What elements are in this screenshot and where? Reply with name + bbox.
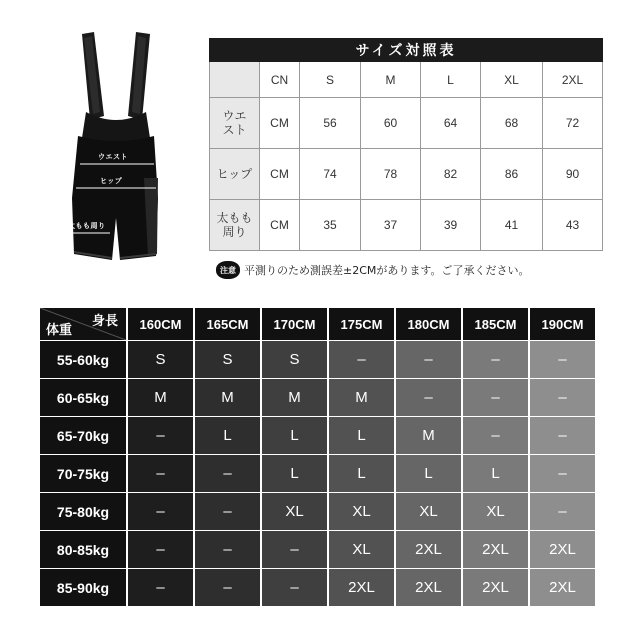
weight-label: 65-70kg: [40, 417, 126, 454]
note-text: 平測りのため測誤差±2CMがあります。ご了承ください。: [244, 264, 530, 277]
unit-cell: CM: [260, 98, 300, 149]
size-cell: XL: [396, 493, 461, 530]
weight-label: 60-65kg: [40, 379, 126, 416]
fit-table-header-row: [40, 308, 595, 340]
size-cell: –: [262, 531, 327, 568]
size-chart-header-row: [210, 62, 603, 98]
size-cell: –: [463, 379, 528, 416]
thigh-label: 太もも周り: [68, 222, 106, 230]
height-header: 170CM: [262, 308, 327, 340]
row-label-line: スト: [222, 123, 247, 137]
waist-label: ウエスト: [98, 153, 128, 161]
height-heading: 身長: [91, 314, 118, 329]
fit-table-row: [40, 379, 595, 416]
fit-table-row: [40, 569, 595, 606]
row-label-line: ウエ: [222, 109, 247, 123]
value-cell: 86: [481, 149, 543, 200]
size-cell: –: [195, 493, 260, 530]
size-cell: –: [128, 455, 193, 492]
size-cell: –: [530, 379, 595, 416]
size-cell: –: [128, 531, 193, 568]
size-cell: L: [463, 455, 528, 492]
weight-label: 80-85kg: [40, 531, 126, 568]
row-label-hip: ヒップ: [210, 149, 260, 200]
size-cell: –: [262, 569, 327, 606]
fit-table-row: [40, 417, 595, 454]
size-cell: M: [128, 379, 193, 416]
product-image-bib-shorts: [60, 28, 170, 268]
unit-cell: CM: [260, 200, 300, 251]
column-header: CN: [260, 62, 300, 98]
row-label-line: 太もも: [216, 211, 253, 225]
weight-label: 85-90kg: [40, 569, 126, 606]
size-cell: –: [195, 531, 260, 568]
weight-heading: 体重: [46, 323, 73, 338]
size-cell: XL: [329, 493, 394, 530]
row-label-line: 周り: [222, 225, 247, 239]
height-header: 185CM: [463, 308, 528, 340]
fit-table-corner: [40, 308, 126, 340]
value-cell: 37: [361, 200, 421, 251]
row-label-waist: [210, 98, 260, 149]
fit-table-row: [40, 455, 595, 492]
size-cell: 2XL: [329, 569, 394, 606]
height-header: 165CM: [195, 308, 260, 340]
hip-label: ヒップ: [100, 177, 123, 185]
size-cell: –: [195, 455, 260, 492]
size-cell: 2XL: [396, 531, 461, 568]
size-chart-row-thigh: [210, 200, 603, 251]
height-header: 175CM: [329, 308, 394, 340]
size-cell: –: [396, 379, 461, 416]
row-label-thigh: [210, 200, 260, 251]
size-cell: 2XL: [463, 569, 528, 606]
size-cell: M: [329, 379, 394, 416]
value-cell: 56: [300, 98, 361, 149]
size-cell: 2XL: [396, 569, 461, 606]
value-cell: 41: [481, 200, 543, 251]
size-cell: M: [195, 379, 260, 416]
size-cell: XL: [463, 493, 528, 530]
bib-shorts-illustration: [60, 28, 170, 268]
size-cell: –: [463, 417, 528, 454]
size-cell: –: [128, 569, 193, 606]
size-cell: XL: [262, 493, 327, 530]
size-cell: 2XL: [530, 569, 595, 606]
size-cell: –: [530, 417, 595, 454]
fit-table-row: [40, 493, 595, 530]
size-cell: S: [128, 341, 193, 378]
size-cell: –: [530, 341, 595, 378]
size-cell: L: [262, 417, 327, 454]
size-cell: M: [262, 379, 327, 416]
size-cell: L: [329, 417, 394, 454]
height-header: 190CM: [530, 308, 595, 340]
column-header: S: [300, 62, 361, 98]
column-header: XL: [481, 62, 543, 98]
value-cell: 35: [300, 200, 361, 251]
size-cell: L: [195, 417, 260, 454]
unit-cell: CM: [260, 149, 300, 200]
size-cell: –: [128, 417, 193, 454]
size-chart-table: [209, 38, 603, 251]
column-header: L: [421, 62, 481, 98]
column-header: M: [361, 62, 421, 98]
fit-table-row: [40, 531, 595, 568]
size-cell: –: [128, 493, 193, 530]
value-cell: 78: [361, 149, 421, 200]
value-cell: 64: [421, 98, 481, 149]
value-cell: 60: [361, 98, 421, 149]
size-cell: M: [396, 417, 461, 454]
height-weight-fit-table: [38, 307, 597, 607]
value-cell: 39: [421, 200, 481, 251]
size-cell: L: [396, 455, 461, 492]
value-cell: 82: [421, 149, 481, 200]
caution-badge: 注意: [216, 261, 240, 279]
value-cell: 68: [481, 98, 543, 149]
size-cell: –: [463, 341, 528, 378]
size-chart-row-waist: [210, 98, 603, 149]
value-cell: 90: [543, 149, 603, 200]
size-cell: S: [262, 341, 327, 378]
size-cell: S: [195, 341, 260, 378]
size-cell: L: [262, 455, 327, 492]
fit-table-row: [40, 341, 595, 378]
size-chart-corner: [210, 62, 260, 98]
size-cell: –: [329, 341, 394, 378]
weight-label: 70-75kg: [40, 455, 126, 492]
size-cell: –: [530, 493, 595, 530]
value-cell: 43: [543, 200, 603, 251]
weight-label: 75-80kg: [40, 493, 126, 530]
size-cell: –: [530, 455, 595, 492]
weight-label: 55-60kg: [40, 341, 126, 378]
measurement-note: [216, 260, 530, 280]
height-header: 160CM: [128, 308, 193, 340]
size-cell: –: [396, 341, 461, 378]
size-cell: 2XL: [530, 531, 595, 568]
height-header: 180CM: [396, 308, 461, 340]
size-chart-row-hip: [210, 149, 603, 200]
value-cell: 74: [300, 149, 361, 200]
size-cell: L: [329, 455, 394, 492]
size-cell: –: [195, 569, 260, 606]
size-cell: 2XL: [463, 531, 528, 568]
column-header: 2XL: [543, 62, 603, 98]
size-chart-title: サイズ対照表: [210, 39, 603, 62]
value-cell: 72: [543, 98, 603, 149]
size-cell: XL: [329, 531, 394, 568]
